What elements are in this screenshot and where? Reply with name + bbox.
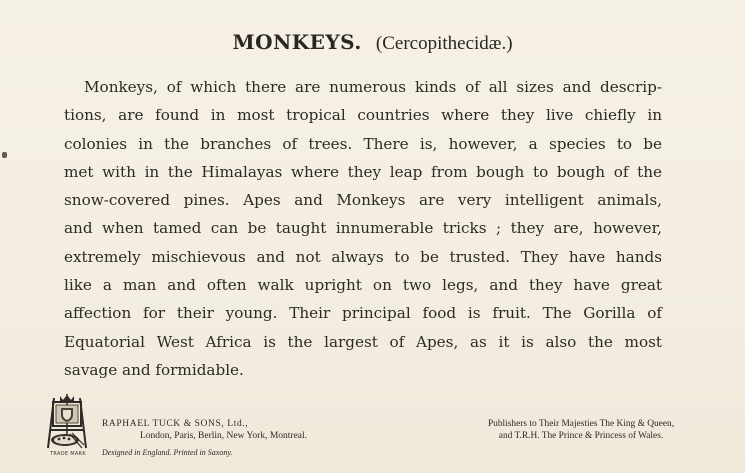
title-latin-name: (Cercopithecidæ.) <box>375 33 513 54</box>
page-title <box>0 30 745 55</box>
body-line: savage and formidable. <box>64 360 244 379</box>
body-line: affection for their young. Their principal food is fruit. The Gorilla of <box>64 304 662 323</box>
body-line: and when tamed can be taught innumerable tricks ; they are, however, <box>64 219 662 238</box>
publisher-name: RAPHAEL TUCK & SONS, Ltd., <box>102 419 249 429</box>
design-print-note: Designed in England. Printed in Saxony. <box>102 448 233 457</box>
body-line: Equatorial West Africa is the largest of Apes, as it is also the most <box>64 332 662 351</box>
royal-warrant <box>462 418 700 442</box>
publisher-imprint <box>102 418 307 460</box>
body-line: like a man and often walk upright on two legs, and they have great <box>64 276 662 295</box>
title-main: MONKEYS. <box>232 30 362 54</box>
body-line: tions, are found in most tropical countries where they live chiefly in <box>64 106 662 125</box>
body-line: Monkeys, of which there are numerous kinds of all sizes and descrip- <box>84 78 662 96</box>
body-line: snow-covered pines. Apes and Monkeys are very intelligent animals, <box>64 191 662 210</box>
trademark-caption: TRADE MARK <box>50 451 86 457</box>
body-paragraph <box>64 73 662 384</box>
easel-palette-trademark-icon <box>44 390 90 460</box>
body-line: met with in the Himalayas where they leap from bough to bough of the <box>64 162 662 181</box>
ink-speck <box>2 152 7 158</box>
royal-warrant-line-1: Publishers to Their Majesties The King & Queen, <box>487 419 675 429</box>
body-line: colonies in the branches of trees. There is, however, a species to be <box>64 134 662 153</box>
publisher-cities: London, Paris, Berlin, New York, Montreal. <box>140 431 308 441</box>
body-line: extremely mischievous and not always to be trusted. They have hands <box>64 247 662 266</box>
royal-warrant-line-2: and T.R.H. The Prince & Princess of Wales. <box>498 431 664 441</box>
